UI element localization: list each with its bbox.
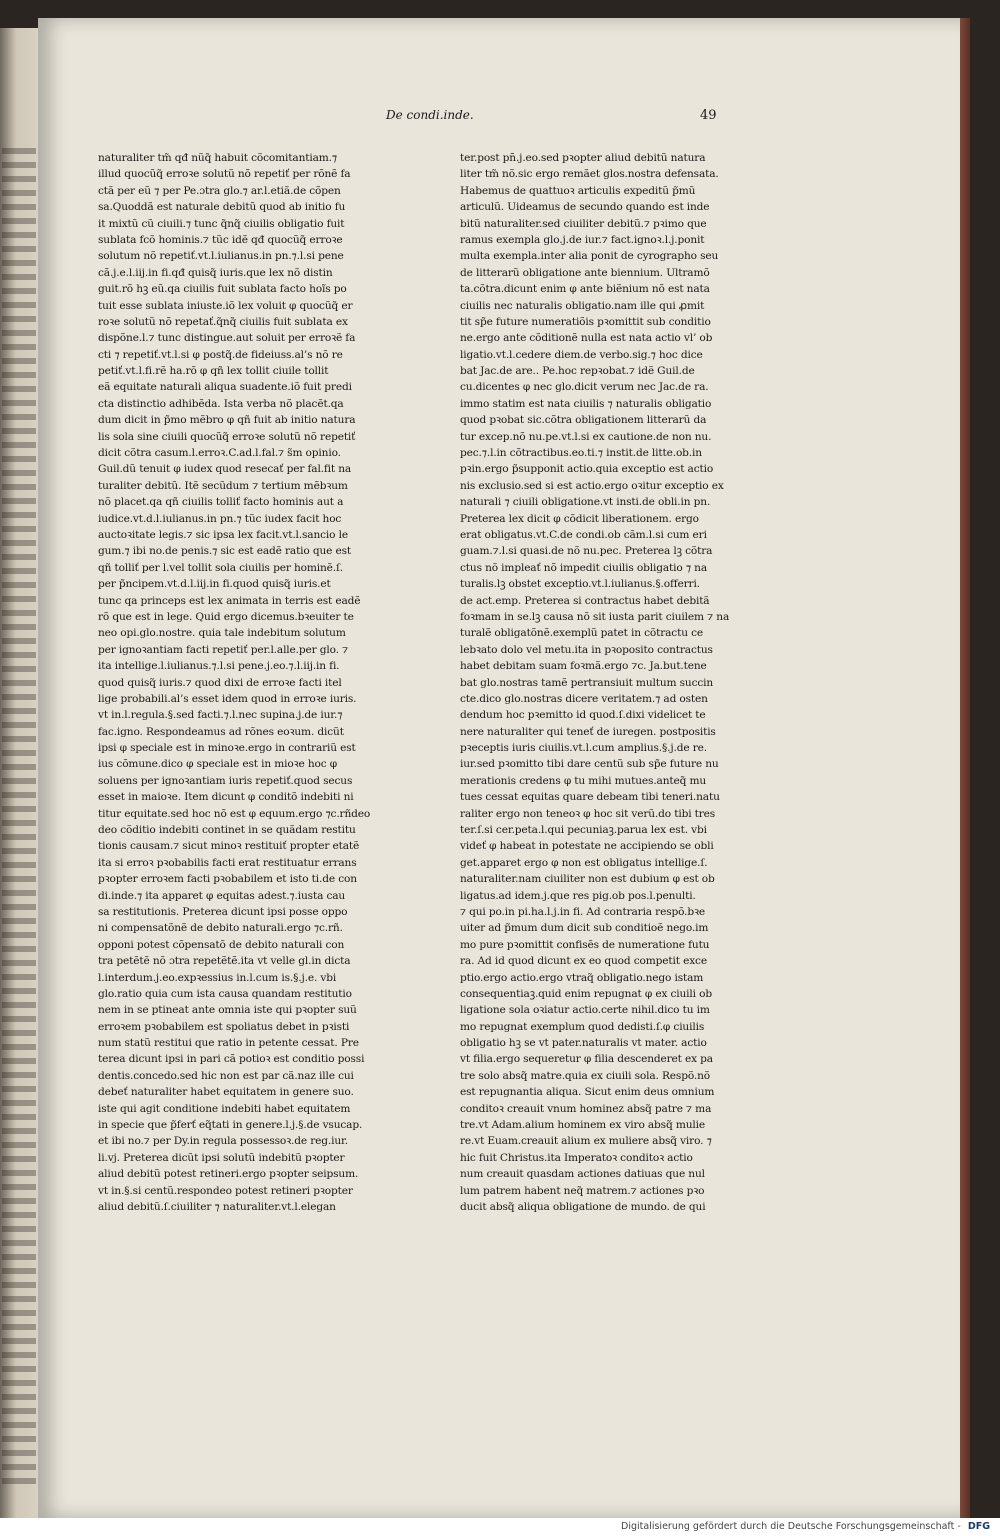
- text-line: ne.ergo ante cõditionẽ nulla est nata actio vl’ ob: [460, 332, 713, 345]
- text-line: tionis causam.⁊ sicut minoꝛ restituiť propter etatẽ: [98, 840, 360, 853]
- text-line: liter tm̃ nõ.sic ergo remãet glos.nostra defensata.: [460, 168, 719, 181]
- text-line: dendum hoc pꝛemitto id quod.ſ.dixi videlicet te: [460, 709, 706, 722]
- text-line: petiť.vt.l.fi.rẽ ha.rõ φ qñ lex tollit ciuile tollit: [98, 365, 329, 378]
- text-line: est repugnantia aliqua. Sicut enim deus omnium: [460, 1086, 715, 1099]
- text-line: guit.rõ hꝫ eũ.qa ciuilis fuit sublata facto hoĩs po: [98, 283, 347, 296]
- text-line: mo pure pꝛomittit confisẽs de numeratione futu: [460, 938, 710, 951]
- text-line: multa exempla.inter alia ponit de cyrographo seu: [460, 250, 719, 263]
- text-line: habet debitam suam foꝛmã.ergo ⁊c. Ja.but.tene: [460, 660, 707, 673]
- text-line: videť φ habeat in potestate ne accipiendo se obli: [460, 840, 714, 853]
- text-line: tuit esse sublata iniuste.iõ lex voluit φ quocũq̃ er: [98, 299, 353, 312]
- text-line: nem in se ptineat ante omnia iste qui pꝛopter suũ: [98, 1004, 357, 1017]
- text-line: pꝛin.ergo p̃supponit actio.quia exceptio est actio: [460, 463, 714, 476]
- book-edge: [960, 18, 970, 1518]
- text-line: gum.⁊ ibi no.de penis.⁊ sic est eadẽ ratio que est: [98, 545, 352, 558]
- text-line: soluens per ignoꝛantiam iuris repetiť.quod secus: [98, 774, 353, 787]
- text-line: naturali ⁊ ciuili obligatione.vt insti.de obli.in pn.: [460, 496, 711, 509]
- text-line: roꝛe solutũ nõ repetať.q̃nq̃ ciuilis fuit sublata ex: [98, 315, 348, 328]
- text-line: turalis.lꝫ obstet exceptio.vt.l.iulianus.§.offerri.: [460, 578, 700, 591]
- text-line: hic fuit Christus.ita Imperatoꝛ conditoꝛ actio: [460, 1151, 693, 1164]
- dfg-logo: DFG: [967, 1521, 990, 1532]
- text-line: ita intellige.l.iulianus.⁊.l.si pene.j.eo.⁊.l.iij.in fi.: [98, 660, 340, 673]
- text-line: ita si erroꝛ pꝛobabilis facti erat restituatur errans: [98, 856, 357, 869]
- text-line: tunc qa princeps est lex animata in terris est eadẽ: [98, 594, 361, 607]
- text-line: vt in.l.regula.§.sed facti.⁊.l.nec supina.j.de iur.⁊: [98, 709, 343, 722]
- text-line: ter.post pn̄.j.eo.sed pꝛopter aliud debitũ natura: [460, 152, 706, 164]
- right-column: [460, 150, 742, 1215]
- text-line: vt in.§.si centũ.respondeo potest retineri pꝛopter: [98, 1184, 353, 1197]
- text-line: ligatio.vt.l.cedere diem.de verbo.sig.⁊ hoc dice: [460, 348, 703, 361]
- text-line: ni compensatõnẽ de debito naturali.ergo ⁊c.rñ.: [98, 922, 343, 935]
- text-line: sa.Quoddã est naturale debitũ quod ab initio fu: [98, 201, 346, 214]
- text-line: de act.emp. Preterea si contractus habet debitã: [460, 594, 710, 607]
- text-line: opponi potest cõpensatõ de debito naturali con: [98, 938, 345, 951]
- text-line: solutum nõ repetiť.vt.l.iulianus.in pn.⁊.l.si pene: [98, 250, 344, 263]
- text-line: ramus exempla glo.j.de iur.⁊ fact.ignoꝛ.l.j.ponit: [460, 233, 705, 246]
- text-line: erat obligatus.vt.C.de condi.ob cãm.l.si cum eri: [460, 528, 707, 541]
- text-line: articulũ. Uideamus de secundo quando est inde: [460, 201, 710, 214]
- text-line: pꝛeceptis iuris ciuilis.vt.l.cum amplius.§.j.de re.: [460, 742, 707, 755]
- text-line: cu.dicentes φ nec glo.dicit verum nec Jac.de ra.: [460, 381, 709, 394]
- text-line: ciuilis nec naturalis obligatio.nam ille qui ꝓmit: [460, 299, 705, 312]
- text-line: dum dicit in p̃mo mẽbro φ qñ fuit ab initio natura: [98, 414, 356, 427]
- text-line: cti ⁊ repetiť.vt.l.si φ postq̃.de fideiuss.al’s nõ re: [98, 348, 343, 361]
- text-line: aliud debitũ.ſ.ciuiliter ⁊ naturaliter.vt.l.elegan: [98, 1201, 336, 1213]
- text-line: cta distinctio adhibẽda. Ista verba nõ placẽt.qa: [98, 397, 344, 410]
- text-line: ius cõmune.dico φ speciale est in mioꝛe hoc φ: [98, 758, 337, 771]
- text-line: merationis credens φ tu mihi mutues.anteq̃ mu: [460, 774, 707, 787]
- text-line: ta.cõtra.dicunt enim φ ante biẽnium nõ est nata: [460, 283, 710, 296]
- text-line: ter.ſ.si cer.peta.l.qui pecuniaꝫ.parua lex est. vbi: [460, 824, 707, 837]
- text-line: pec.⁊.l.in cõtractibus.eo.ti.⁊ instit.de litte.ob.in: [460, 447, 702, 460]
- text-line: dispõne.l.⁊ tunc distingue.aut soluit per erroꝛẽ fa: [98, 332, 356, 345]
- text-line: neo opi.glo.nostre. quia tale indebitum solutum: [98, 627, 346, 640]
- text-line: turaliter debitũ. Itẽ secũdum ⁊ tertium mẽbꝛum: [98, 479, 348, 492]
- text-line: tit sp̃e future numeratiõis pꝛomittit sub conditio: [460, 315, 711, 328]
- text-line: titur equitate.sed hoc nõ est φ equum.ergo ⁊c.rñdeo: [98, 807, 371, 820]
- text-line: et ibi no.⁊ per Dy.in regula possessoꝛ.de reg.iur.: [98, 1135, 348, 1148]
- text-line: num statũ restitui que ratio in petente cessat. Pre: [98, 1037, 359, 1050]
- text-line: aliud debitũ potest retineri.ergo pꝛopter seipsum.: [98, 1168, 359, 1181]
- text-line: conditoꝛ creauit vnum hominez absq̃ patre ⁊ ma: [460, 1102, 712, 1115]
- text-line: ctus nõ impleať nõ impedit ciuilis obligatio ⁊ na: [460, 561, 708, 574]
- text-line: rõ que est in lege. Quid ergo dicemus.bꝛeuiter te: [98, 610, 354, 623]
- text-line: sublata fcõ hominis.⁊ tũc idẽ qđ quocũq̃ erroꝛe: [98, 233, 343, 246]
- text-line: bat Jac.de are.. Pe.hoc repꝛobat.⁊ idẽ Guil.de: [460, 365, 695, 378]
- text-line: eã equitate naturali aliqua suadente.iõ fuit predi: [98, 381, 352, 394]
- text-line: cte.dico glo.nostras dicere veritatem.⁊ ad osten: [460, 692, 708, 705]
- text-line: raliter ergo non teneoꝛ φ hoc sit verũ.do tibi tres: [460, 807, 716, 820]
- bleed-through-text: [2, 148, 36, 1488]
- text-line: num creauit quasdam actiones datiuas que nul: [460, 1168, 705, 1181]
- text-line: auctoꝛitate legis.⁊ sic ipsa lex facit.vt.l.sancio le: [98, 528, 348, 541]
- text-line: tre.vt Adam.alium hominem ex viro absq̃ mulie: [460, 1119, 705, 1132]
- text-line: lis sola sine ciuili quocũq̃ erroꝛe solutũ nõ repetiť: [98, 430, 356, 443]
- text-line: ra. Ad id quod dicunt ex eo quod competit exce: [460, 955, 707, 968]
- running-title: De condi.inde.: [386, 108, 474, 122]
- text-line: erroꝛem pꝛobabilem est spoliatus debet in pꝛisti: [98, 1020, 350, 1033]
- text-line: lige probabili.al’s esset idem quod in erroꝛe iuris.: [98, 692, 357, 705]
- text-line: re.vt Euam.creauit alium ex muliere absq̃ viro. ⁊: [460, 1135, 712, 1148]
- text-line: it mixtũ cũ ciuili.⁊ tunc q̃nq̃ ciuilis obligatio fuit: [98, 217, 345, 230]
- text-line: naturaliter.nam ciuiliter non est dubium φ est ob: [460, 873, 715, 886]
- text-line: qñ tolliť per l.vel tollit sola ciuilis per hominẽ.ſ.: [98, 561, 343, 574]
- text-line: de litterarũ obligatione ante biennium. Ultramõ: [460, 266, 710, 279]
- text-line: iste qui agit conditione indebiti habet equitatem: [98, 1102, 351, 1115]
- text-line: lum patrem habent neq̃ matrem.⁊ actiones pꝛo: [460, 1184, 705, 1197]
- text-line: consequentiaꝫ.quid enim repugnat φ ex ciuili ob: [460, 987, 712, 1000]
- text-line: bat glo.nostras tamẽ pertransiuit multum succin: [460, 676, 714, 689]
- text-line: nis exclusio.sed si est actio.ergo oꝛitur exceptio ex: [460, 479, 724, 492]
- text-line: di.inde.⁊ ita apparet φ equitas adest.⁊.iusta cau: [98, 889, 346, 902]
- text-line: l.interdum.j.eo.expꝛessius in.l.cum is.§.j.e. vbi: [98, 971, 337, 984]
- text-line: mo repugnat exemplum quod dedisti.ſ.φ ciuilis: [460, 1020, 705, 1033]
- text-line: glo.ratio quia cum ista causa quandam restitutio: [98, 987, 352, 1000]
- text-line: Guil.dũ tenuit φ iudex quod resecať per fal.fit na: [98, 463, 352, 476]
- text-line: nõ placet.qa qñ ciuilis tolliť facto hominis aut a: [98, 496, 344, 509]
- page-number: 49: [700, 108, 717, 123]
- text-line: get.apparet ergo φ non est obligatus intellige.ſ.: [460, 856, 708, 869]
- text-line: dentis.concedo.sed hic non est par cã.naz ille cui: [98, 1069, 354, 1082]
- text-line: uiter ad p̃mum dum dicit sub conditioẽ nego.im: [460, 922, 709, 935]
- text-line: iur.sed pꝛomitto tibi dare centũ sub sp̃e future nu: [460, 758, 719, 771]
- text-line: ducit absq̃ aliqua obligatione de mundo. de qui: [460, 1201, 706, 1213]
- text-line: naturaliter tm̃ qđ nũq̃ habuit cõcomitantiam.⁊: [98, 152, 337, 164]
- text-line: sa restitutionis. Preterea dicunt ipsi posse oppo: [98, 905, 348, 918]
- text-line: tur excep.nõ nu.pe.vt.l.si ex cautione.de non nu.: [460, 430, 712, 443]
- previous-page-edge: [0, 28, 40, 1528]
- text-line: tues cessat equitas quare debeam tibi teneri.natu: [460, 791, 720, 804]
- text-line: per p̃ncipem.vt.d.l.iij.in fi.quod quisq̃ iuris.et: [98, 578, 331, 591]
- text-line: immo statim est nata ciuilis ⁊ naturalis obligatio: [460, 397, 712, 410]
- text-line: lebꝛato dolo vel metu.ita in pꝛoposito contractus: [460, 643, 713, 656]
- text-line: ptio.ergo actio.ergo vtraq̃ obligatio.nego istam: [460, 971, 704, 984]
- text-line: quod quisq̃ iuris.⁊ quod dixi de erroꝛe facti itel: [98, 676, 342, 689]
- footer-text: Digitalisierung gefördert durch die Deutsche Forschungsgemeinschaft -: [621, 1521, 961, 1532]
- text-line: turalẽ obligatõnẽ.exemplũ patet in cõtractu ce: [460, 627, 703, 640]
- text-line: obligatio hꝫ se vt pater.naturalis vt mater. actio: [460, 1037, 707, 1050]
- text-line: debeť naturaliter habet equitatem in genere suo.: [98, 1086, 354, 1099]
- text-line: esset in maioꝛe. Item dicunt φ conditõ indebiti ni: [98, 791, 354, 804]
- text-line: li.vj. Preterea dicũt ipsi solutũ indebitũ pꝛopter: [98, 1151, 345, 1164]
- text-line: quod pꝛobat sic.cõtra obligationem litterarũ da: [460, 414, 707, 427]
- text-line: per ignoꝛantiam facti repetiť per.l.alle.per glo. ⁊: [98, 643, 349, 656]
- text-line: nere naturaliter qui teneť de iuregen. postpositis: [460, 725, 716, 738]
- text-line: bitũ naturaliter.sed ciuiliter debitũ.⁊ pꝛimo que: [460, 217, 707, 230]
- text-line: foꝛmam in se.lꝫ causa nõ sit iusta parit ciuilem ⁊ na: [460, 610, 730, 623]
- text-line: ligatione sola oꝛiatur actio.certe nihil.dico tu im: [460, 1004, 710, 1017]
- text-line: cã.j.e.l.iij.in fi.qđ quisq̃ iuris.que lex nõ distin: [98, 266, 333, 279]
- text-line: pꝛopter erroꝛem facti pꝛobabilem et isto ti.de con: [98, 873, 357, 886]
- text-line: tre solo absq̃ matre.quia ex ciuili sola. Respõ.nõ: [460, 1069, 710, 1082]
- left-column: [98, 150, 376, 1215]
- text-line: Preterea lex dicit φ cõdicit liberationem. ergo: [460, 512, 699, 525]
- text-line: vt filia.ergo sequeretur φ filia descenderet ex pa: [460, 1053, 713, 1066]
- text-line: ⁊ qui po.in pi.ha.l.j.in fi. Ad contraria respõ.bꝛe: [460, 905, 706, 918]
- text-line: ipsi φ speciale est in minoꝛe.ergo in contrariũ est: [98, 742, 356, 755]
- text-line: guam.⁊.l.si quasi.de nõ nu.pec. Preterea lꝫ cõtra: [460, 545, 713, 558]
- text-line: iudice.vt.d.l.iulianus.in pn.⁊ tũc iudex facit hoc: [98, 512, 342, 525]
- text-line: ligatus.ad idem.j.que res pig.ob pos.l.penulti.: [460, 889, 696, 902]
- text-line: deo cõditio indebiti continet in se quãdam restitu: [98, 824, 356, 837]
- text-line: ctã per eũ ⁊ per Pe.ɔtra glo.⁊ ar.l.etiã.de cõpen: [98, 184, 341, 197]
- text-line: terea dicunt ipsi in pari cã potioꝛ est conditio possi: [98, 1053, 365, 1066]
- text-line: illud quocũq̃ erroꝛe solutũ nõ repetiť per rõnẽ fa: [98, 168, 351, 181]
- text-line: dicit cõtra casum.l.erroꝛ.C.ad.l.fal.⁊ s̃m opinio.: [98, 447, 341, 460]
- digitization-footer: [0, 1518, 1000, 1536]
- text-line: fac.igno. Respondeamus ad rõnes eoꝛum. dicũt: [98, 725, 344, 738]
- text-line: tra petẽtẽ nõ ɔtra repetẽtẽ.ita vt velle gl.in dicta: [98, 955, 351, 968]
- text-line: in specie que p̃ferť eq̃tati in genere.l.j.§.de vsucap.: [98, 1119, 363, 1132]
- text-line: Habemus de quattuoꝛ articulis expeditũ p̃mũ: [460, 184, 696, 197]
